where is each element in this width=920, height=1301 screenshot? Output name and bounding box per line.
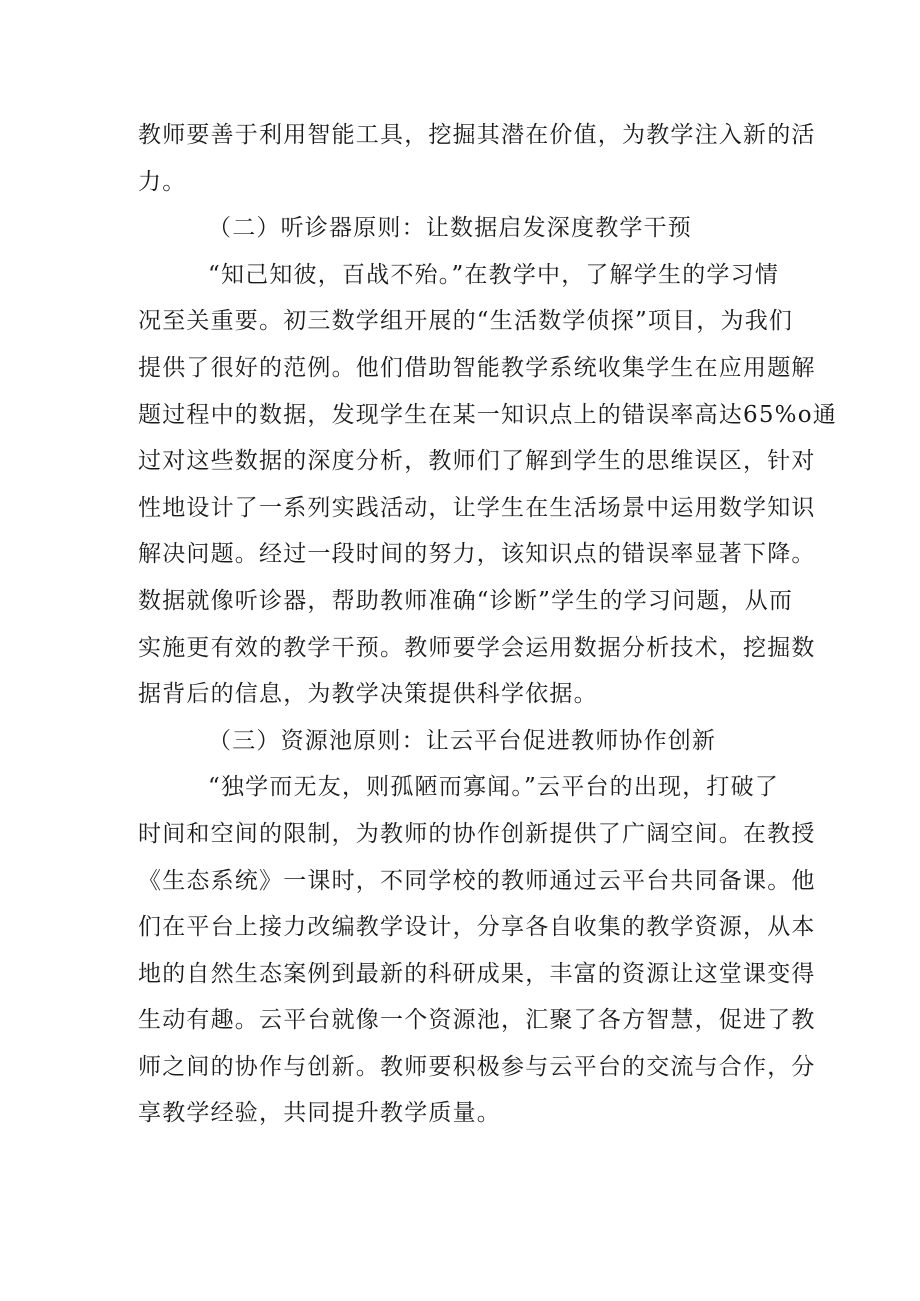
paragraph-line: 们在平台上接力改编教学设计，分享各自收集的教学资源，从本 [138, 914, 816, 941]
paragraph-line: “独学而无友，则孤陋而寡闻。”云平台的出现，打破了 [208, 774, 780, 801]
paragraph-line: 教师要善于利用智能工具，挖掘其潜在价值，为教学注入新的活 [138, 122, 816, 148]
paragraph-line: 生动有趣。云平台就像一个资源池，汇聚了各方智慧，促进了教 [138, 1007, 816, 1034]
paragraph-line: 数据就像听诊器，帮助教师准确“诊断”学生的学习问题，从而 [138, 587, 794, 614]
paragraph-line: 况至关重要。初三数学组开展的“生活数学侦探”项目，为我们 [138, 308, 794, 335]
paragraph-line: 提供了很好的范例。他们借助智能教学系统收集学生在应用题解 [138, 354, 816, 381]
paragraph-line: 过对这些数据的深度分析，教师们了解到学生的思维误区，针对 [138, 448, 816, 475]
paragraph-line: 力。 [138, 168, 187, 195]
paragraph-line: “知己知彼，百战不殆。”在教学中，了解学生的学习情 [208, 261, 780, 288]
paragraph-line: 享教学经验，共同提升教学质量。 [138, 1100, 501, 1127]
document-page [138, 112, 837, 1137]
paragraph-line: 题过程中的数据，发现学生在某一知识点上的错误率高达65%o通 [138, 401, 837, 428]
paragraph-line: 解决问题。经过一段时间的努力，该知识点的错误率显著下降。 [138, 541, 816, 568]
paragraph-line: 地的自然生态案例到最新的科研成果，丰富的资源让这堂课变得 [138, 960, 816, 987]
paragraph-line: 《生态系统》一课时，不同学校的教师通过云平台共同备课。他 [138, 867, 816, 894]
paragraph-line: 实施更有效的教学干预。教师要学会运用数据分析技术，挖掘数 [138, 634, 816, 661]
paragraph-line: 性地设计了一系列实践活动，让学生在生活场景中运用数学知识 [138, 494, 816, 521]
section-heading-2: （二）听诊器原则：让数据启发深度教学干预 [208, 215, 692, 242]
section-heading-3: （三）资源池原则：让云平台促进教师协作创新 [208, 727, 717, 754]
paragraph-line: 时间和空间的限制，为教师的协作创新提供了广阔空间。在教授 [138, 820, 816, 847]
paragraph-line: 师之间的协作与创新。教师要积极参与云平台的交流与合作，分 [138, 1053, 816, 1080]
paragraph-line: 据背后的信息，为教学决策提供科学依据。 [138, 681, 598, 708]
